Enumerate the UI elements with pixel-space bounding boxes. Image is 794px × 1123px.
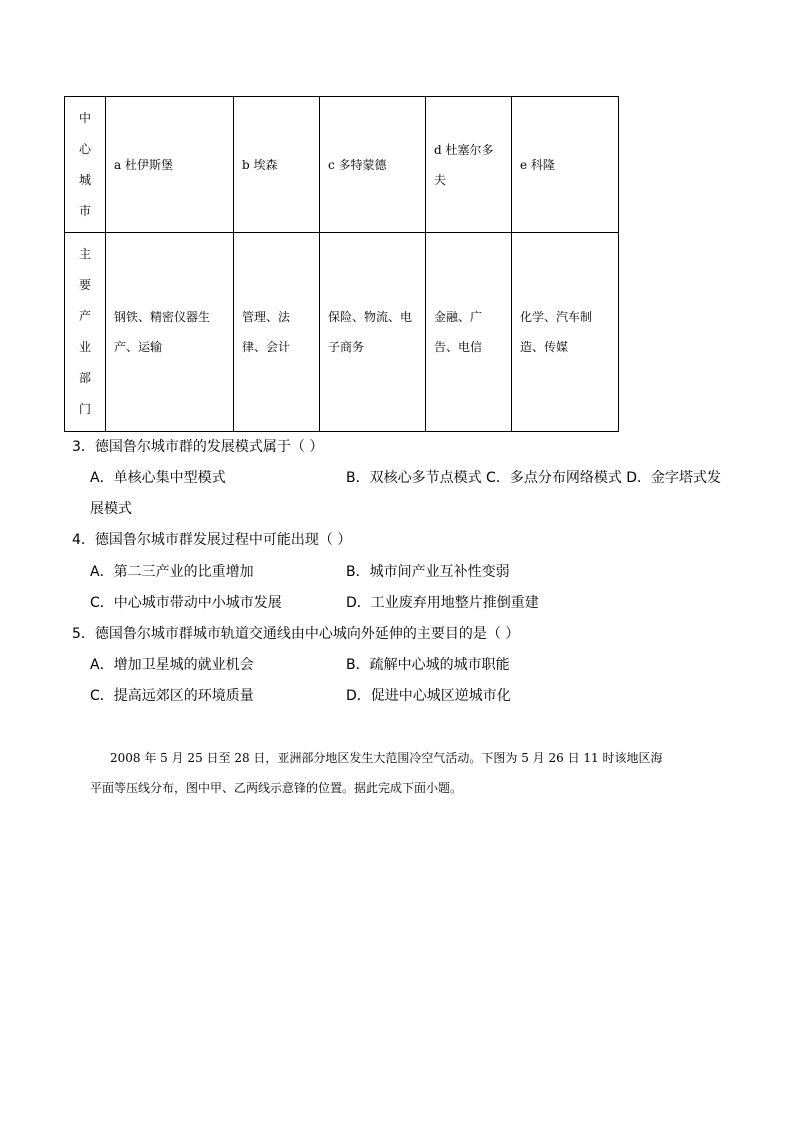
question-3-option-d-continued: 展模式 xyxy=(90,501,132,517)
row-header-main-industry: 主 要 产 业 部 门 xyxy=(65,233,106,432)
question-5-option-c: C．提高远郊区的环境质量 xyxy=(90,688,254,704)
passage-line-1: 2008 年 5 月 25 日至 28 日，亚洲部分地区发生大范围冷空气活动。下图为 5 月 26 日 11 时该地区海 xyxy=(110,751,663,765)
city-industry-table xyxy=(64,96,619,432)
question-5-option-a: A．增加卫星城的就业机会 xyxy=(90,657,254,673)
table-cell: d 杜塞尔多夫 xyxy=(426,97,512,233)
table-cell: c 多特蒙德 xyxy=(320,97,426,233)
table-cell: e 科隆 xyxy=(512,97,619,233)
question-3-options-bcd: B．双核心多节点模式 C．多点分布网络模式 D．金字塔式发 xyxy=(346,470,722,486)
question-5-option-b: B．疏解中心城的城市职能 xyxy=(346,657,510,673)
question-5-stem: 5．德国鲁尔城市群城市轨道交通线由中心城向外延伸的主要目的是（ ） xyxy=(72,626,520,642)
question-4-option-d: D．工业废弃用地整片推倒重建 xyxy=(346,595,539,611)
table-cell: 化学、汽车制造、传媒 xyxy=(512,233,619,432)
question-4-option-c: C．中心城市带动中小城市发展 xyxy=(90,595,282,611)
table-cell: 金融、广告、电信 xyxy=(426,233,512,432)
table-cell: b 埃森 xyxy=(234,97,320,233)
table-cell: a 杜伊斯堡 xyxy=(106,97,234,233)
table-row xyxy=(65,97,619,233)
passage-line-2: 平面等压线分布，图中甲、乙两线示意锋的位置。据此完成下面小题。 xyxy=(90,781,463,795)
table-cell: 钢铁、精密仪器生产、运输 xyxy=(106,233,234,432)
table-cell: 保险、物流、电子商务 xyxy=(320,233,426,432)
question-3-stem: 3．德国鲁尔城市群的发展模式属于（ ） xyxy=(72,439,324,455)
table-row xyxy=(65,233,619,432)
question-3-option-a: A．单核心集中型模式 xyxy=(90,470,226,486)
question-4-stem: 4．德国鲁尔城市群发展过程中可能出现（ ） xyxy=(72,532,352,548)
table-cell: 管理、法律、会计 xyxy=(234,233,320,432)
row-header-center-city: 中 心 城 市 xyxy=(65,97,106,233)
question-4-option-a: A．第二三产业的比重增加 xyxy=(90,564,254,580)
question-5-option-d: D．促进中心城区逆城市化 xyxy=(346,688,511,704)
question-4-option-b: B．城市间产业互补性变弱 xyxy=(346,564,510,580)
